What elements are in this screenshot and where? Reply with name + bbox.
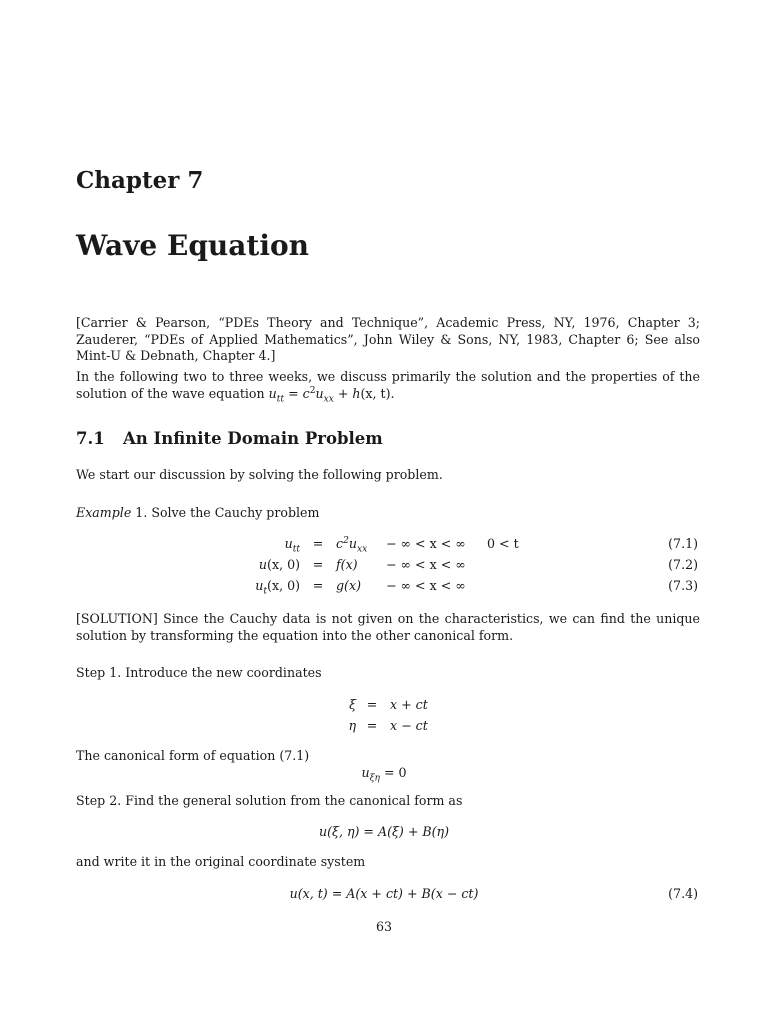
equation-rhs: $c^2u_{xx}$ xyxy=(336,535,368,555)
references-paragraph: [Carrier & Pearson, “PDEs Theory and Technique”, Academic Press, NY, 1976, Chapter 3; Zauderer, “PDEs of Applied Mathematics”, John Wiley & Sons, NY, 1983, Chapter 6; See also Mint-U & Debnath, Chapter 4.] xyxy=(76,315,700,363)
chapter-title: Wave Equation xyxy=(76,229,310,262)
equation-number: (7.1) xyxy=(668,536,698,551)
intro-equation: $u_{tt} = c^2u_{xx} + h(x$, t). xyxy=(268,385,395,405)
intro-text: In the following two to three weeks, we discuss primarily the solution and the properties of the solution of the wave equation xyxy=(76,369,700,401)
equation-operator: = xyxy=(366,697,378,712)
step2-paragraph: Step 2. Find the general solution from the canonical form as xyxy=(76,793,463,808)
equation-lhs: u(x, 0) xyxy=(258,557,300,572)
equation-number: (7.3) xyxy=(668,578,698,593)
cauchy-equation-row xyxy=(0,535,768,553)
coordinate-expression: x + ct xyxy=(390,697,428,712)
coordinate-symbol: η xyxy=(348,718,356,733)
step1-paragraph: Step 1. Introduce the new coordinates xyxy=(76,665,322,680)
coordinate-equation-row xyxy=(0,696,768,714)
equation-rhs: f(x) xyxy=(336,557,358,572)
coordinate-expression: x − ct xyxy=(390,718,428,733)
equation-operator: = xyxy=(312,557,324,572)
start-paragraph: We start our discussion by solving the following problem. xyxy=(76,467,443,482)
equation-operator: = xyxy=(312,578,324,593)
intro-paragraph xyxy=(76,369,700,405)
final-equation: u(x, t) = A(x + ct) + B(x − ct) xyxy=(289,886,479,901)
coordinate-equation-row xyxy=(0,717,768,735)
equation-domain: − ∞ < x < ∞ xyxy=(386,557,466,572)
example-label: Example xyxy=(76,505,132,520)
equation-number: (7.2) xyxy=(668,557,698,572)
example-paragraph xyxy=(76,505,700,522)
final-equation-row xyxy=(0,885,768,903)
example-text: 1. Solve the Cauchy problem xyxy=(131,505,320,520)
cauchy-equation-row xyxy=(0,556,768,574)
page-number: 63 xyxy=(375,919,393,934)
equation-domain: − ∞ < x < ∞ xyxy=(386,536,466,551)
section-title: An Infinite Domain Problem xyxy=(123,429,383,448)
equation-lhs: $u_{tt}$ xyxy=(284,536,300,555)
canonical-equation: $u_{\xi\eta} = 0$ xyxy=(361,765,407,784)
chapter-label: Chapter 7 xyxy=(76,167,204,194)
equation-rhs: g(x) xyxy=(336,578,361,593)
coordinate-symbol: ξ xyxy=(349,697,356,712)
section-heading xyxy=(76,428,383,450)
solution-paragraph: [SOLUTION] Since the Cauchy data is not given on the characteristics, we can find the unique solution by transforming the equation into the other canonical form. xyxy=(76,611,700,643)
equation-time-domain: 0 < t xyxy=(487,536,519,551)
canonical-paragraph: The canonical form of equation (7.1) xyxy=(76,748,310,763)
equation-operator: = xyxy=(366,718,378,733)
general-solution-equation: u(ξ, η) = A(ξ) + B(η) xyxy=(318,824,450,839)
equation-number: (7.4) xyxy=(668,886,698,901)
equation-lhs: $u_t(x$, 0) xyxy=(255,578,300,597)
equation-operator: = xyxy=(312,536,324,551)
original-coords-paragraph: and write it in the original coordinate system xyxy=(76,854,366,869)
section-number: 7.1 xyxy=(76,429,105,448)
cauchy-equation-row xyxy=(0,577,768,595)
equation-domain: − ∞ < x < ∞ xyxy=(386,578,466,593)
